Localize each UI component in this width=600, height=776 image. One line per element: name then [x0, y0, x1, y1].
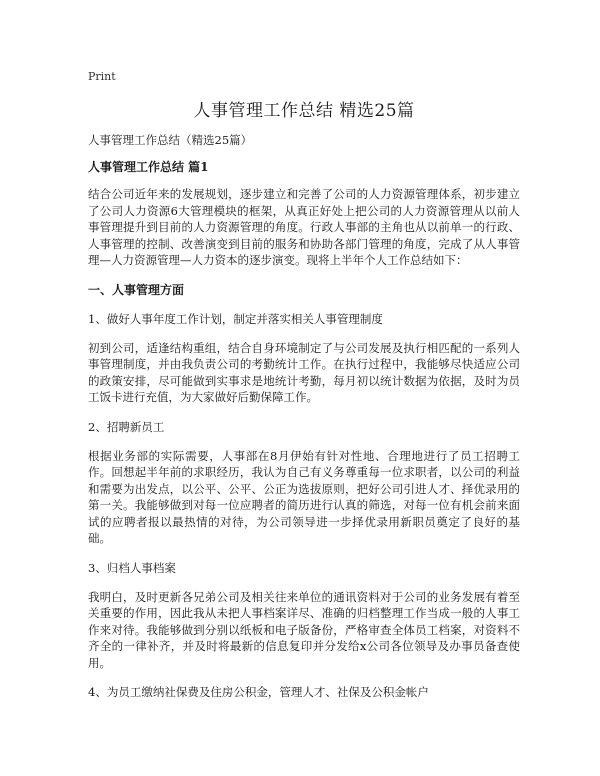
item-heading-2: 2、招聘新员工: [88, 419, 165, 434]
intro-paragraph: 结合公司近年来的发展规划，逐步建立和完善了公司的人力资源管理体系，初步建立了公司人力资源6大管理模块的框架，从真正好处上把公司的人力资源管理从以前人事管理提升到目前的人力资源管理的角度。行政人事部的主角也从以前单一的行政、人事管理的控制、改善演变到目前的服务和协助各部门管理的角度，完成了从人事管理—人力资源管理—人力资本的逐步演变。现将上半年个人工作总结如下：: [88, 187, 520, 267]
item-heading-1: 1、做好人事年度工作计划，制定并落实相关人事管理制度: [88, 311, 383, 326]
document-page: [88, 70, 520, 713]
part-heading: 一、人事管理方面: [88, 282, 185, 297]
item-paragraph-2: 根据业务部的实际需要，人事部在8月伊始有针对性地、合理地进行了员工招聘工作。回想起半年前的求职经历，我认为自己有义务尊重每一位求职者，以公司的利益和需要为出发点，以公平、公平、公正为选拔原则，把好公司引进人才、择优录用的第一关。我能够做到对每一位应聘者的简历进行认真的筛选，对每一位有机会前来面试的应聘者报以最热情的对待，为公司领导进一步择优录用新职员奠定了良好的基础。: [88, 448, 520, 545]
item-paragraph-1: 初到公司，适逢结构重组，结合自身环境制定了与公司发展及执行相匹配的一系列人事管理制度，并由我负责公司的考勤统计工作。在执行过程中，我能够尽快适应公司的政策安排，尽可能做到实事求是地统计考勤，每月初以统计数据为依据，及时为员工饭卡进行充值，为大家做好后勤保障工作。: [88, 340, 520, 404]
item-heading-4: 4、为员工缴纳社保费及住房公积金，管理人才、社保及公积金帐户: [88, 685, 429, 699]
section-title: 人事管理工作总结 篇1: [88, 160, 209, 174]
print-label[interactable]: Print: [88, 70, 116, 83]
item-paragraph-3: 我明白，及时更新各兄弟公司及相关往来单位的通讯资料对于公司的业务发展有着至关重要的作用，因此我从未把人事档案详尽、准确的归档整理工作当成一般的人事工作来对待。我能够做到分别以纸板和电子版备份，严格审查全体员工档案，对资料不齐全的一律补齐，并及时将最新的信息复印并分发给x公司各位领导及办事员备查使用。: [88, 589, 520, 670]
document-subtitle: 人事管理工作总结（精选25篇）: [88, 133, 253, 147]
item-heading-3: 3、归档人事档案: [88, 560, 176, 575]
document-title: 人事管理工作总结 精选25篇: [193, 101, 415, 121]
